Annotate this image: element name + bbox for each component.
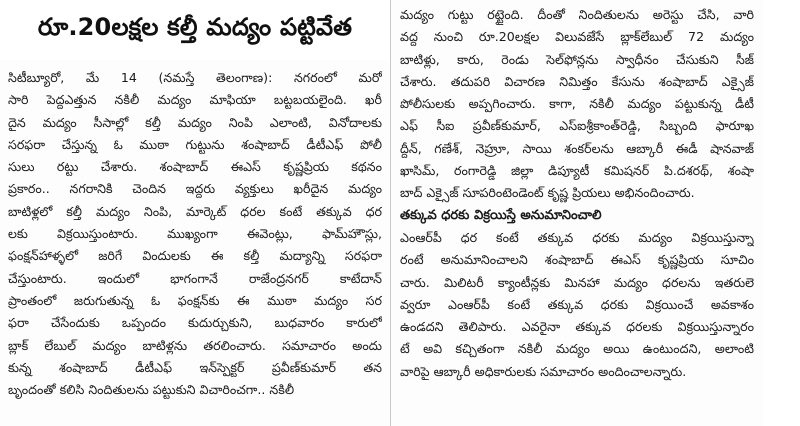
text-line: ప్రాంతంలో జరుగుతున్న ఓ ఫంక్షన్‌కు ఈ ముఠా మద్యం సర	[8, 292, 382, 308]
left-column	[0, 0, 390, 426]
text-line: సులు రట్టు చేశారు. శంషాబాద్ ఈఎస్ కృష్ణప్రియ కథనం	[8, 159, 382, 175]
text-line: ప్రకారం.. నగరానికి చెందిన ఇద్దరు వ్యక్తులు ఖరీదైన మద్యం	[8, 181, 382, 197]
text-line: బృందంతో కలిసి నిందితులను పట్టుకుని విచారించగా.. నకిలీ	[8, 382, 295, 398]
text-line: రంటే అనుమానించాలని శంషాబాద్ ఈఎస్ కృష్ణప్రియ సూచిం	[400, 252, 754, 268]
text-line: బాటిళ్లు, కారు, రెండు సెల్‌ఫోన్లను స్వాధీనం చేసుకుని సీజ్	[400, 51, 754, 67]
text-line: టే అవి కచ్చితంగా నకిలీ మద్యం అయి ఉంటుందని, అలాంటి	[400, 341, 754, 357]
headline: రూ.20లక్షల కల్తీ మద్యం పట్టివేత	[37, 13, 353, 41]
page-margin	[763, 0, 800, 426]
text-line: ఎంఆర్‌పీ ధర కంటే తక్కువ ధరకు మద్యం విక్రయిస్తున్నా	[400, 229, 754, 245]
text-line: ఫంక్షన్‌హాళ్ళలో జరిగే విందులకు ఈ కల్తీ మద్యాన్ని సరఫరా	[8, 248, 382, 264]
text-line: ఖాసిమ్, రంగారెడ్డి జిల్లా డిప్యూటీ కమిషనర్ పి.దశరథ్, శంషా	[400, 163, 754, 179]
text-line: మద్యం గుట్టు రట్టైంది. దీంతో నిందితులను అరెస్టు చేసి, వారి	[400, 7, 754, 22]
text-line: వారిపై ఆబ్కారీ అధికారులకు సమాచారం అందించాలన్నారు.	[400, 363, 687, 379]
text-line: ఫరా చేసేందుకు ఒప్పందం కుదుర్చుకుని, బుధవారం కారులో	[8, 315, 382, 331]
text-line: పోలీసులకు అప్పగించారు. కాగా, నకిలీ మద్యం పట్టుకున్న డీటీ	[400, 96, 754, 112]
right-body-text	[400, 4, 754, 383]
text-line: కున్న శంషాబాద్ డీటీఎఫ్ ఇన్‌స్పెక్టర్ ప్రవీణ్‌కుమార్ తన	[8, 359, 382, 375]
text-line: సరఫరా చేస్తున్న ఓ ముఠా గుట్టును శంషాబాద్ డీటీఎఫ్ పోలీ	[8, 136, 382, 152]
text-line: వద్ద నుంచి రూ.20లక్షల విలువజేసే బ్లాక్‌లేబుల్ 72 మద్యం	[400, 29, 754, 45]
text-line: ఉండదని తెలిపారు. ఎవరైనా తక్కువ ధరలకు విక్రయిస్తున్నారం	[400, 319, 754, 335]
text-line: బాటిళ్లలో కల్తీ మద్యం నింపి, మార్కెట్ ధరల కంటే తక్కువ ధర	[8, 203, 382, 219]
text-line: లకు విక్రయిస్తుంటారు. ముఖ్యంగా ఈవెంట్లు, ఫామ్‌హౌస్లు,	[8, 226, 382, 242]
text-line: బ్లాక్ లేబుల్ మద్యం బాటిళ్లను తరలించారు. సమాచారం అందు	[8, 337, 382, 353]
text-line: చేస్తుంటారు. ఇందులో భాగంగానే రాజేంద్రనగర్ కాటేదాన్	[8, 270, 382, 286]
text-line: ద్దీన్, గణేశ్, నెహ్రూ, సాయి శంకర్‌లను ఆబ్కారీ ఈడీ షానవాజ్	[400, 140, 754, 156]
subheading: తక్కువ ధరకు విక్రయిస్తే అనుమానించాలి	[400, 207, 602, 223]
text-line: దైన మద్యం సీసాల్లో కల్తీ మద్యం నింపి ఎలాంటి, వినోదాలకు	[8, 114, 382, 130]
text-line: వ్వరూ ఎంఆర్‌పీ కంటే తక్కువ ధరకు విక్రయించే అవకాశం	[400, 296, 754, 312]
text-line: సారి పెద్దఎత్తున నకిలీ మద్యం మాఫియా బట్టబయలైంది. ఖరీ	[8, 92, 382, 108]
text-line: చారు. మిలిటరీ క్యాంటీన్లకు మినహా మద్యం ధరలను ఇతరులె	[400, 274, 754, 290]
right-column	[392, 0, 762, 426]
headline-box	[0, 0, 390, 60]
text-line: బాద్ ఎక్సైజ్ సూపరింటెండెంట్ కృష్ణ ప్రియలు అభినందించారు.	[400, 185, 695, 201]
text-line: ఎఫ్ సీఐ ప్రవీణ్‌కుమార్, ఎస్ఐశ్రీకాంత్‌రెడ్డి, సిబ్బంది ఫారూఖ	[400, 118, 754, 134]
text-line: సిటీబ్యూరో, మే 14 (నమస్తే తెలంగాణ): నగరంలో మరో	[8, 70, 382, 85]
text-line: చేశారు. తదుపరి విచారణ నిమిత్తం కేసును శంషాబాద్ ఎక్సైజ్	[400, 73, 754, 89]
left-body-text	[8, 67, 382, 401]
column-divider	[390, 0, 391, 426]
